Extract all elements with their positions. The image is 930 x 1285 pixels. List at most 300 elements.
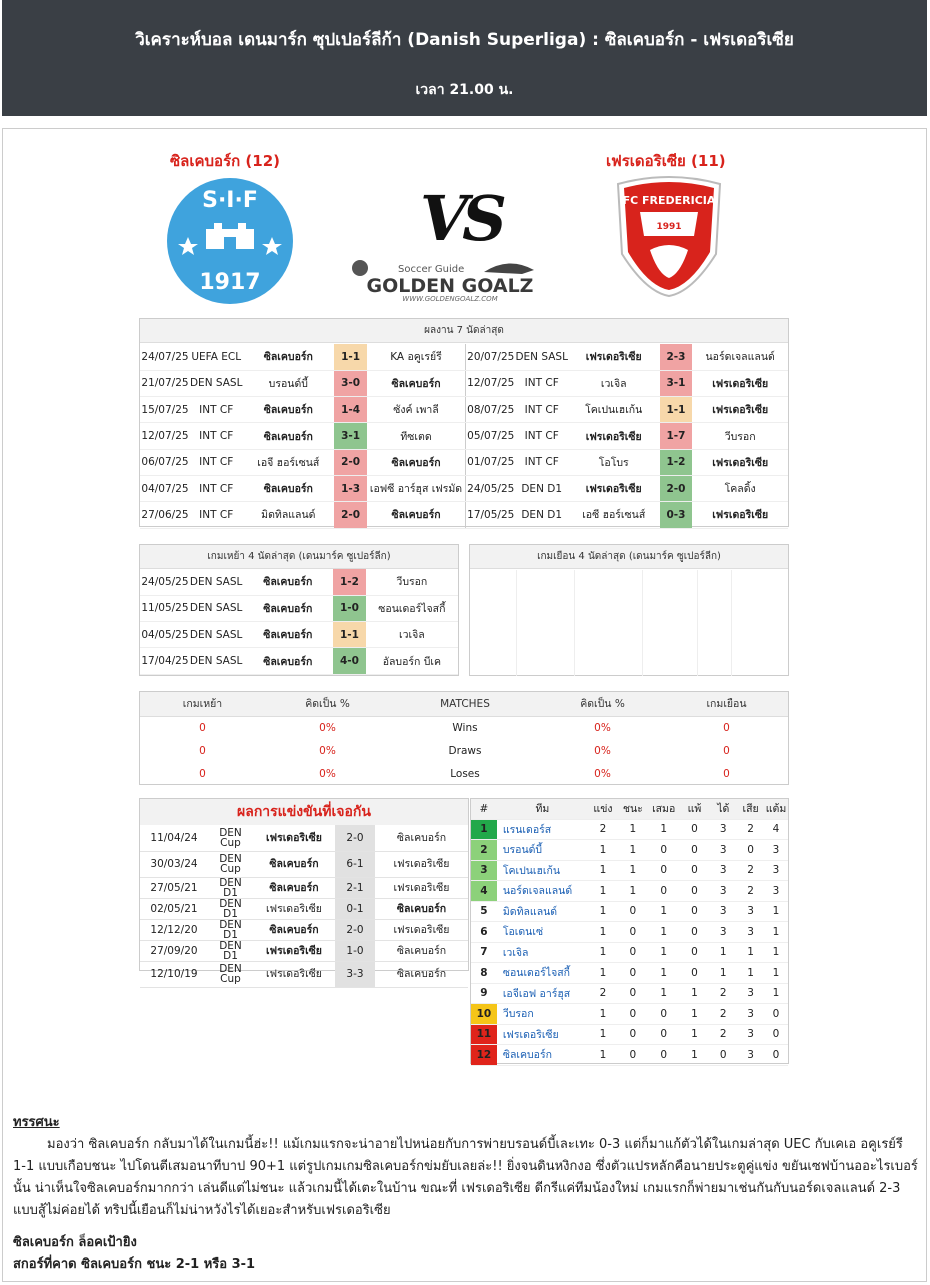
match-score: 2-1 [335,877,375,898]
result-row [466,502,789,528]
stat-w: 1 [618,840,648,861]
away-percent: 0% [594,744,611,757]
h2h-row [140,940,468,961]
rank-badge: 10 [471,1004,497,1025]
league-row [471,1045,788,1066]
home-side: ซิลเคบอร์ก [253,851,335,877]
stats-header [140,692,788,716]
stat-d: 1 [648,819,680,840]
competition: DEN SASL [515,344,567,370]
away-side: ซิลเคบอร์ก [375,898,468,919]
home-last4-caption: เกมเหย้า 4 นัดล่าสุด (เดนมาร์ค ซูเปอร์ลีก) [140,545,458,569]
stat-label: Draws [448,744,482,757]
away-side: เฟรเดอริเซีย [692,370,788,396]
analysis-section [13,1112,918,1276]
league-row [471,840,788,861]
stat-l: 0 [680,942,710,963]
league-row [471,901,788,922]
home-side: ซิลเคบอร์ก [242,648,333,674]
home-side: บรอนด์บี้ [242,370,334,396]
stat-l: 1 [680,983,710,1004]
match-score: 1-1 [660,397,693,423]
rank-badge: 2 [471,840,497,861]
stat-pts: 3 [764,860,788,881]
match-date: 12/07/25 [466,370,516,396]
match-score: 1-4 [334,397,367,423]
home-last4-table [140,569,458,675]
home-recent-table [140,344,465,529]
h2h-row [140,851,468,877]
stat-d: 0 [648,860,680,881]
home-last4 [139,544,459,676]
away-last4-caption: เกมเยือน 4 นัดล่าสุด (เดนมาร์ค ซูเปอร์ลีก) [470,545,788,569]
home-side: มิดทิลแลนด์ [242,502,334,528]
league-row [471,922,788,943]
stat-p: 1 [588,963,618,984]
stat-pts: 1 [764,901,788,922]
league-row [471,1004,788,1025]
match-date: 04/05/25 [140,622,190,648]
result-row [466,370,789,396]
result-row [466,475,789,501]
h2h-row [140,877,468,898]
stat-l: 0 [680,860,710,881]
match-score: 0-3 [660,502,693,528]
competition: INT CF [515,423,567,449]
stat-a: 3 [737,922,764,943]
match-score: 2-0 [335,825,375,851]
result-row [140,502,465,528]
analysis-score: สกอร์ที่คาด ซิลเคบอร์ก ชนะ 2-1 หรือ 3-1 [13,1257,256,1272]
h2h-row [140,898,468,919]
stat-w: 0 [618,901,648,922]
result-row [140,648,458,674]
stat-w: 0 [618,1045,648,1066]
stat-w: 1 [618,860,648,881]
team-link[interactable]: บรอนด์บี้ [497,840,588,861]
away-side: ซิลเคบอร์ก [375,825,468,851]
result-row [140,397,465,423]
stat-pts: 0 [764,1024,788,1045]
team-link[interactable]: เฟรเดอริเซีย [497,1024,588,1045]
stat-f: 3 [709,901,737,922]
away-side: เฟรเดอริเซีย [375,877,468,898]
result-row [140,370,465,396]
away-percent: 0% [594,721,611,734]
stat-f: 2 [709,1024,737,1045]
match-date: 24/05/25 [466,475,516,501]
home-side: เฟรเดอริเซีย [253,898,335,919]
result-row [466,423,789,449]
stat-w: 0 [618,1024,648,1045]
stat-d: 1 [648,901,680,922]
match-score: 1-2 [333,569,366,595]
match-date: 04/07/25 [140,475,190,501]
stat-p: 2 [588,983,618,1004]
stat-d: 0 [648,1024,680,1045]
match-date: 21/07/25 [140,370,190,396]
match-date: 11/04/24 [140,825,208,851]
stat-f: 3 [709,819,737,840]
home-side: โคเปนเฮเก้น [568,397,660,423]
stat-p: 1 [588,901,618,922]
rank-badge: 1 [471,819,497,840]
competition: DEN Cup [208,825,253,851]
stat-a: 2 [737,881,764,902]
stat-p: 1 [588,942,618,963]
away-side: วีบรอก [366,569,458,595]
stat-p: 1 [588,1045,618,1066]
stat-pts: 1 [764,942,788,963]
match-score: 0-1 [335,898,375,919]
stat-l: 1 [680,1004,710,1025]
home-count: 0 [199,767,206,780]
stat-d: 1 [648,942,680,963]
result-row [466,344,789,370]
away-count: 0 [723,767,730,780]
stat-label: Loses [450,767,480,780]
stat-label: Wins [452,721,478,734]
stat-l: 0 [680,922,710,943]
match-time: เวลา 21.00 น. [415,82,514,98]
stats-header-cell: เกมเหย้า [140,692,265,716]
competition: INT CF [190,502,242,528]
stat-p: 1 [588,840,618,861]
result-row [140,475,465,501]
away-side: ซิลเคบอร์ก [367,502,465,528]
result-row [140,344,465,370]
home-side: เฟรเดอริเซีย [568,423,660,449]
home-count: 0 [199,744,206,757]
stat-l: 0 [680,819,710,840]
league-header-cell: ชนะ [618,799,648,819]
h2h-caption: ผลการแข่งขันที่เจอกัน [140,799,468,825]
competition: DEN SASL [190,569,242,595]
competition: DEN D1 [515,502,567,528]
match-score: 2-0 [660,475,693,501]
competition: INT CF [515,449,567,475]
match-date: 15/07/25 [140,397,190,423]
league-header-cell: แต้ม [764,799,788,819]
match-date: 24/05/25 [140,569,190,595]
home-percent: 0% [319,767,336,780]
stat-pts: 3 [764,881,788,902]
team-link[interactable]: ซิลเคบอร์ก [497,1045,588,1066]
league-header-cell: เสีย [737,799,764,819]
away-count: 0 [723,744,730,757]
away-side: KA อคูเรย์รี [367,344,465,370]
home-side: ซิลเคบอร์ก [242,595,333,621]
stat-a: 3 [737,1045,764,1066]
stat-f: 2 [709,983,737,1004]
team-link[interactable]: แรนเดอร์ส [497,819,588,840]
stat-a: 2 [737,860,764,881]
match-score: 2-0 [335,919,375,940]
stat-l: 0 [680,881,710,902]
stat-w: 0 [618,963,648,984]
stat-l: 0 [680,901,710,922]
silkeborg-logo-text: S·I·F [202,188,258,213]
stat-w: 0 [618,942,648,963]
away-side: ซิลเคบอร์ก [375,940,468,961]
brand-url: WWW.GOLDENGOALZ.COM [402,295,498,302]
league-row [471,860,788,881]
stat-a: 3 [737,1004,764,1025]
stat-w: 0 [618,983,648,1004]
stat-f: 1 [709,963,737,984]
away-team-name: เฟรเดอริเซีย (11) [606,152,726,170]
stat-f: 0 [709,1045,737,1066]
stat-p: 1 [588,881,618,902]
result-row [140,449,465,475]
competition: DEN D1 [515,475,567,501]
stats-header-cell: MATCHES [390,692,540,716]
stat-d: 0 [648,881,680,902]
match-date: 30/03/24 [140,851,208,877]
stats-header-cell: คิดเป็น % [265,692,390,716]
away-side: เฟรเดอริเซีย [692,502,788,528]
result-row [140,595,458,621]
match-score: 2-0 [334,449,367,475]
golden-goalz-brand [334,256,566,302]
competition: INT CF [190,423,242,449]
away-side: ซิลเคบอร์ก [367,370,465,396]
home-side: ซิลเคบอร์ก [253,877,335,898]
match-score: 6-1 [335,851,375,877]
team-link[interactable]: โคเปนเฮเก้น [497,860,588,881]
silkeborg-logo-year: 1917 [199,270,261,295]
home-side: ซิลเคบอร์ก [242,423,334,449]
competition: INT CF [190,475,242,501]
league-row [471,942,788,963]
match-score: 4-0 [333,648,366,674]
home-side: เวเจิล [568,370,660,396]
competition: DEN D1 [208,898,253,919]
stat-a: 0 [737,840,764,861]
league-header-cell: แข่ง [588,799,618,819]
match-date: 12/12/20 [140,919,208,940]
stat-pts: 1 [764,983,788,1004]
match-date: 05/07/25 [466,423,516,449]
home-side: เฟรเดอริเซีย [568,344,660,370]
stats-box [139,691,789,785]
match-score: 3-3 [335,961,375,987]
match-date: 11/05/25 [140,595,190,621]
stat-a: 3 [737,983,764,1004]
away-side: เฟรเดอริเซีย [692,449,788,475]
league-header-cell: ได้ [709,799,737,819]
result-row [140,423,465,449]
team-link[interactable]: ซอนเดอร์ไจสกี้ [497,963,588,984]
page-title: วิเคราะห์บอล เดนมาร์ก ซุปเปอร์ลีก้า (Danish Superliga) : ซิลเคบอร์ก - เฟรเดอริเซีย [135,30,794,50]
home-side: โอโบร [568,449,660,475]
match-date: 27/09/20 [140,940,208,961]
fredericia-logo-text: FC FREDERICIA [622,194,716,207]
stat-p: 2 [588,819,618,840]
league-header-cell: # [471,799,497,819]
match-score: 1-0 [335,940,375,961]
away-side: ซิลเคบอร์ก [375,961,468,987]
league-table-box [470,798,789,1064]
h2h-row [140,961,468,987]
competition: INT CF [515,397,567,423]
stat-l: 1 [680,1024,710,1045]
h2h-row [140,919,468,940]
team-link[interactable]: เวเจิล [497,942,588,963]
stat-w: 1 [618,881,648,902]
rank-badge: 4 [471,881,497,902]
home-side: ซิลเคบอร์ก [242,569,333,595]
stat-w: 1 [618,819,648,840]
competition: DEN SASL [190,648,242,674]
stat-p: 1 [588,922,618,943]
team-link[interactable]: วีบรอก [497,1004,588,1025]
stat-a: 1 [737,942,764,963]
result-row [140,569,458,595]
match-date: 01/07/25 [466,449,516,475]
stat-f: 3 [709,840,737,861]
home-team-name: ซิลเคบอร์ก (12) [170,152,281,170]
stat-d: 1 [648,963,680,984]
result-row [140,622,458,648]
stat-d: 1 [648,922,680,943]
away-side: เฟรเดอริเซีย [692,397,788,423]
stat-pts: 1 [764,922,788,943]
h2h-box [139,798,469,985]
match-date: 27/06/25 [140,502,190,528]
match-date: 27/05/21 [140,877,208,898]
away-side: เอฟซี อาร์ฮุส เฟรมัด [367,475,465,501]
home-side: เฟรเดอริเซีย [253,940,335,961]
match-date: 12/10/19 [140,961,208,987]
page-header [2,0,927,116]
stat-pts: 1 [764,963,788,984]
competition: DEN SASL [190,370,242,396]
league-row [471,881,788,902]
home-count: 0 [199,721,206,734]
away-side: เวเจิล [366,622,458,648]
match-date: 06/07/25 [140,449,190,475]
home-side: ซิลเคบอร์ก [242,344,334,370]
away-side: เฟรเดอริเซีย [375,851,468,877]
stat-f: 3 [709,922,737,943]
home-side: ซิลเคบอร์ก [242,397,334,423]
match-score: 3-1 [334,423,367,449]
stat-p: 1 [588,1024,618,1045]
stat-pts: 0 [764,1004,788,1025]
h2h-row [140,825,468,851]
competition: INT CF [190,397,242,423]
silkeborg-logo [166,177,294,305]
brand-big: GOLDEN GOALZ [366,275,534,297]
away-last4 [469,544,789,676]
stats-row [140,739,788,762]
stat-f: 2 [709,1004,737,1025]
recent-results [139,318,789,527]
match-date: 08/07/25 [466,397,516,423]
fredericia-logo [610,174,728,298]
home-side: ซิลเคบอร์ก [242,475,334,501]
home-side: เฟรเดอริเซีย [253,825,335,851]
stat-pts: 3 [764,840,788,861]
team-link[interactable]: มิดทิลแลนด์ [497,901,588,922]
result-row [466,397,789,423]
match-score: 1-1 [333,622,366,648]
away-side: วีบรอก [692,423,788,449]
stat-w: 0 [618,1004,648,1025]
match-date: 20/07/25 [466,344,516,370]
stats-header-cell: เกมเยือน [665,692,788,716]
away-side: โคลดิ้ง [692,475,788,501]
stat-d: 1 [648,983,680,1004]
match-score: 1-1 [334,344,367,370]
competition: DEN D1 [208,877,253,898]
team-link[interactable]: นอร์ดเจลแลนด์ [497,881,588,902]
home-side: เอซี ฮอร์เซนส์ [568,502,660,528]
team-link[interactable]: เอจีเอฟ อาร์ฮุส [497,983,588,1004]
match-score: 1-2 [660,449,693,475]
league-header-cell: เสมอ [648,799,680,819]
match-date: 12/07/25 [140,423,190,449]
competition: INT CF [515,370,567,396]
stat-d: 0 [648,1004,680,1025]
team-link[interactable]: โอเดนเซ่ [497,922,588,943]
league-row [471,1024,788,1045]
rank-badge: 7 [471,942,497,963]
rank-badge: 6 [471,922,497,943]
home-side: เฟรเดอริเซีย [253,961,335,987]
analysis-pick: ซิลเคบอร์ก ล็อคเป้ายิง [13,1235,137,1250]
competition: DEN Cup [208,851,253,877]
competition: UEFA ECL [190,344,242,370]
stat-f: 3 [709,881,737,902]
stat-p: 1 [588,860,618,881]
home-side: เอจี ฮอร์เซนส์ [242,449,334,475]
league-row [471,963,788,984]
league-header-cell: ทีม [497,799,588,819]
away-side: นอร์ดเจลแลนด์ [692,344,788,370]
brand-small: Soccer Guide [398,264,465,275]
match-date: 02/05/21 [140,898,208,919]
stat-w: 0 [618,922,648,943]
stat-l: 1 [680,1045,710,1066]
stat-f: 1 [709,942,737,963]
stat-pts: 0 [764,1045,788,1066]
stat-a: 3 [737,1024,764,1045]
home-percent: 0% [319,744,336,757]
stat-f: 3 [709,860,737,881]
competition: INT CF [190,449,242,475]
match-score: 1-7 [660,423,693,449]
match-score: 3-0 [334,370,367,396]
match-score: 2-3 [660,344,693,370]
rank-badge: 11 [471,1024,497,1045]
home-percent: 0% [319,721,336,734]
league-header [471,799,788,819]
stat-l: 0 [680,840,710,861]
away-side: ซิลเคบอร์ก [367,449,465,475]
competition: DEN D1 [208,919,253,940]
rank-badge: 5 [471,901,497,922]
stat-d: 0 [648,840,680,861]
stat-a: 3 [737,901,764,922]
rank-badge: 12 [471,1045,497,1066]
league-row [471,983,788,1004]
vs-mark: VS [420,182,501,255]
match-score: 1-3 [334,475,367,501]
rank-badge: 3 [471,860,497,881]
away-side: อัลบอร์ก บีเค [366,648,458,674]
